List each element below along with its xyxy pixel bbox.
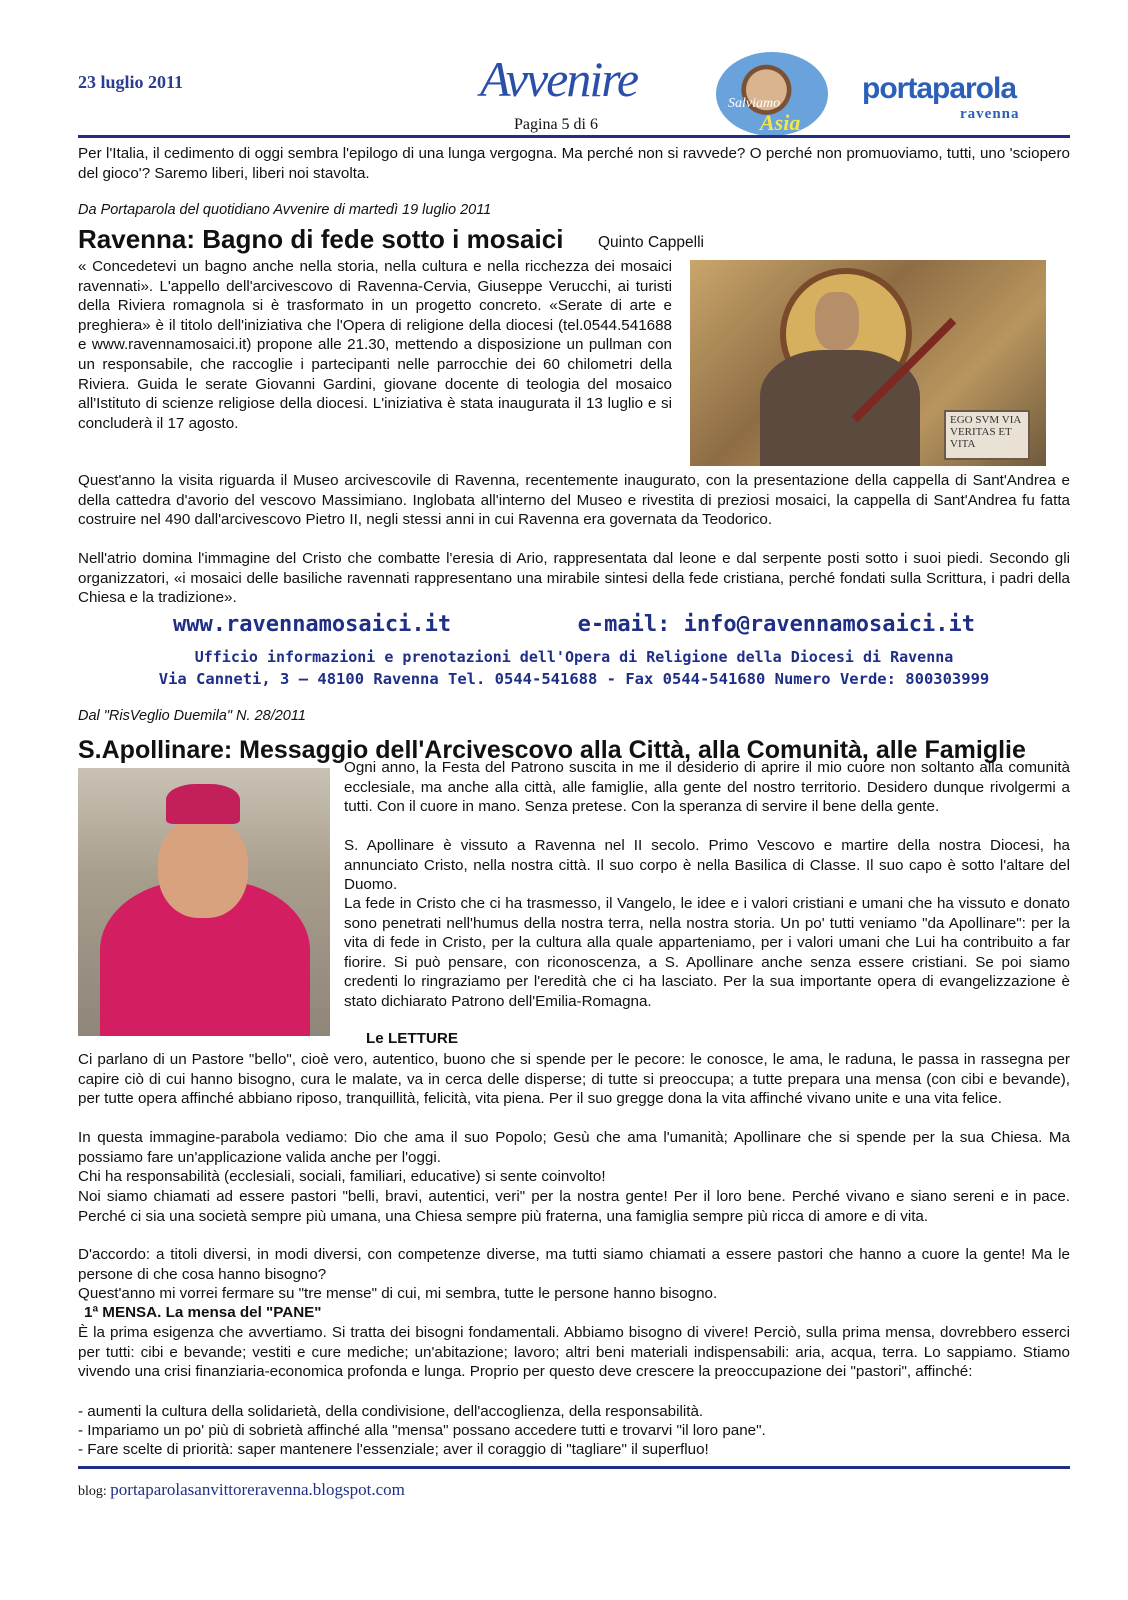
blog-link[interactable]: portaparolasanvittoreravenna.blogspot.com: [110, 1480, 405, 1499]
bullet-solidarity: - aumenti la cultura della solidarietà, della condivisione, dell'accoglienza, della responsabilità.: [78, 1403, 704, 1420]
bishop-zucchetto: [166, 784, 240, 824]
avvenire-logo: Avvenire: [480, 51, 638, 107]
intro-paragraph: Per l'Italia, il cedimento di oggi sembra l'epilogo di una lunga vergogna. Ma perché non si ravvede? O perché non promuoviamo, tutti, uno 'sciopero del gioco'? Saremo liberi, liberi noi stavolta.: [78, 145, 1070, 182]
footer: [78, 1480, 405, 1500]
contact-office: Ufficio informazioni e prenotazioni dell'Opera di Religione della Diocesi di Ravenna: [194, 648, 954, 666]
article2-title: S.Apollinare: Messaggio dell'Arcivescovo alla Città, alla Comunità, alle Famiglie: [78, 736, 1026, 764]
article2-source: Dal "RisVeglio Duemila" N. 28/2011: [78, 708, 306, 724]
article2-col3: La fede in Cristo che ci ha trasmesso, il Vangelo, le idee e i valori cristiani e umani che ha vissuto e donato sono penetrati nell'humus della nostra terra, nella nostra storia. Un po' tutti veniamo "da Apollinare": per la vita di fede in Cristo, per la cultura alla quale apparteniamo, per i valori umani che Lui ha contribuito a far fiorire. Si può pensare, con riconoscenza, a S. Apollinare anche senza essere cristiani. Se poi siamo credenti lo ringraziamo per l'eredità che ci ha lasciato. Per la sua importante opera di evangelizzazione è stato dichiarato Patrono dell'Emilia-Romagna.: [344, 895, 1070, 1010]
article1-body: Quest'anno la visita riguarda il Museo arcivescovile di Ravenna, recentemente inaugurato, con la presentazione della cappella di Sant'Andrea e della cattedra d'avorio del vescovo Massimiano. Inglobata all'interno del Museo e rivestita di preziosi mosaici, la cappella di Sant'Andrea fu fatta costruire nel 490 dall'arcivescovo Pietro II, negli stessi anni in cui Ravenna era governata da Teodorico.: [78, 472, 1070, 529]
bullet-sobriety: - Impariamo un po' più di sobrietà affinché alla "mensa" possano accedere tutti e trovarvi "il loro pane".: [78, 1422, 766, 1439]
article1-intro: « Concedetevi un bagno anche nella storia, nella cultura e nella ricchezza dei mosaici ravennati». L'appello dell'arcivescovo di Ravenna-Cervia, Giuseppe Verucchi, ai turisti della Riviera romagnola si è trasformato in un progetto concreto. «Serate di arte e preghiera» è il titolo dell'iniziativa che l'Opera di religione della diocesi (tel.0544.541688 e www.ravennamosaici.it) propone alle 21.30, mettendo a disposizione un pullman con un responsabile, che raccoglie i partecipanti nelle parrocchie dei 60 chilometri della Riviera. Guida le serate Giovanni Gardini, giovane docente di teologia del mosaico all'Istituto di scienze religiose della diocesi. L'iniziativa è stata inaugurata il 13 luglio e si concluderà il 17 agosto.: [78, 258, 672, 432]
contact-email-link[interactable]: e-mail: info@ravennamosaici.it: [577, 612, 975, 637]
contact-web-link[interactable]: www.ravennamosaici.it: [172, 612, 452, 637]
contact-web-email: [78, 612, 1070, 637]
bishop-face: [158, 818, 248, 918]
asia-logo-line1: Salviamo: [728, 96, 781, 111]
article2-p4: Noi siamo chiamati ad essere pastori "belli, bravi, autentici, veri" per la nostra gente! Per il loro bene. Perché vivano e siano sereni e in pace. Perché ci sia una società sempre più umana, una Chiesa sempre più fraterna, una famiglia sempre più ricca di amore e di vita.: [78, 1188, 1070, 1225]
article2-p3: Chi ha responsabilità (ecclesiali, sociali, familiari, educative) si sente coinvolto!: [78, 1168, 606, 1185]
article2-col1: Ogni anno, la Festa del Patrono suscita in me il desiderio di aprire il mio cuore non soltanto alla comunità ecclesiale, ma anche alla città, alle famiglie, alla gente del nostro territorio. Desidero dunque rivolgermi a tutti. Con il cuore in mano. Senza pretese. Con la speranza di servire il bene della gente.: [344, 759, 1070, 816]
article1-source: Da Portaparola del quotidiano Avvenire di martedì 19 luglio 2011: [78, 202, 492, 218]
article2-p5: D'accordo: a titoli diversi, in modi diversi, con competenze diverse, ma tutti siamo chiamati a essere pastori che hanno a cuore la gente! Ma le persone di che cosa hanno bisogno?: [78, 1246, 1070, 1283]
mensa-heading: 1ª MENSA. La mensa del "PANE": [84, 1304, 322, 1321]
page-number: Pagina 5 di 6: [514, 116, 598, 133]
mosaic-face: [815, 292, 859, 350]
article1-title: Ravenna: Bagno di fede sotto i mosaici: [78, 224, 564, 254]
article2-p1: Ci parlano di un Pastore "bello", cioè vero, autentico, buono che si spende per le pecore: le conosce, le ama, le raduna, le passa in rassegna per capire ciò di cui hanno bisogno, cura le malate, va in cerca delle disperse; di tutte si preoccupa; a tutte prepara una mensa (con cibi e bevande), per tutte opera affinché abbiano riposo, tranquillità, felicità, vita piena. Per il suo gregge dona la vita affinché vivano unite e una vita felice.: [78, 1051, 1070, 1108]
article1-author: Quinto Cappelli: [598, 234, 704, 251]
letture-heading: Le LETTURE: [366, 1030, 458, 1047]
mosaic-robe: [760, 350, 920, 466]
article2-p2: In questa immagine-parabola vediamo: Dio che ama il suo Popolo; Gesù che ama l'umanità; Apollinare che si spende per la sua Chiesa. Ma possiamo fare un'applicazione valida anche per l'oggi.: [78, 1129, 1070, 1166]
article2-p7: È la prima esigenza che avvertiamo. Si tratta dei bisogni fondamentali. Abbiamo bisogno di vivere! Perciò, sulla prima mensa, dovrebbero esserci per tutti: cibi e bevande; vestiti e cure mediche; un'abitazione; lavoro; altri beni materiali indispensabili: aria, acqua, terra. Lo sappiamo. Stiamo vivendo una crisi finanziaria-economica profonda e lunga. Proprio per questo deve crescere la preoccupazione dei "pastori", affinché:: [78, 1324, 1070, 1381]
mosaic-book: EGO SVM VIA VERITAS ET VITA: [944, 410, 1030, 460]
portaparola-logo: portaparola: [862, 72, 1017, 105]
footer-label: blog:: [78, 1484, 107, 1499]
article2-p6: Quest'anno mi vorrei fermare su "tre mense" di cui, mi sembra, tutte le persone hanno bisogno.: [78, 1285, 718, 1302]
issue-date: 23 luglio 2011: [78, 72, 184, 92]
footer-rule: [78, 1466, 1070, 1469]
bullet-priorities: - Fare scelte di priorità: saper mantenere l'essenziale; aver il coraggio di "tagliare" il superfluo!: [78, 1441, 709, 1458]
contact-address: Via Canneti, 3 – 48100 Ravenna Tel. 0544-541688 - Fax 0544-541680 Numero Verde: 800303999: [158, 670, 990, 688]
header-rule: [78, 135, 1070, 138]
article2-col2: S. Apollinare è vissuto a Ravenna nel II secolo. Primo Vescovo e martire della nostra Diocesi, ha annunciato Cristo, nella nostra città. Il suo corpo è nella Basilica di Classe. Il suo capo è sotto l'altare del Duomo.: [344, 837, 1070, 894]
portaparola-city: ravenna: [960, 106, 1020, 122]
asia-logo-line2: Asia: [760, 110, 801, 135]
article1-closing: Nell'atrio domina l'immagine del Cristo che combatte l'eresia di Ario, rappresentata dal leone e dal serpente posti sotto i suoi piedi. Secondo gli organizzatori, «i mosaici delle basiliche ravennati rappresentano una mirabile sintesi della fede cristiana, perché fondati sulla Scrittura, i padri della Chiesa e la tradizione».: [78, 550, 1070, 607]
